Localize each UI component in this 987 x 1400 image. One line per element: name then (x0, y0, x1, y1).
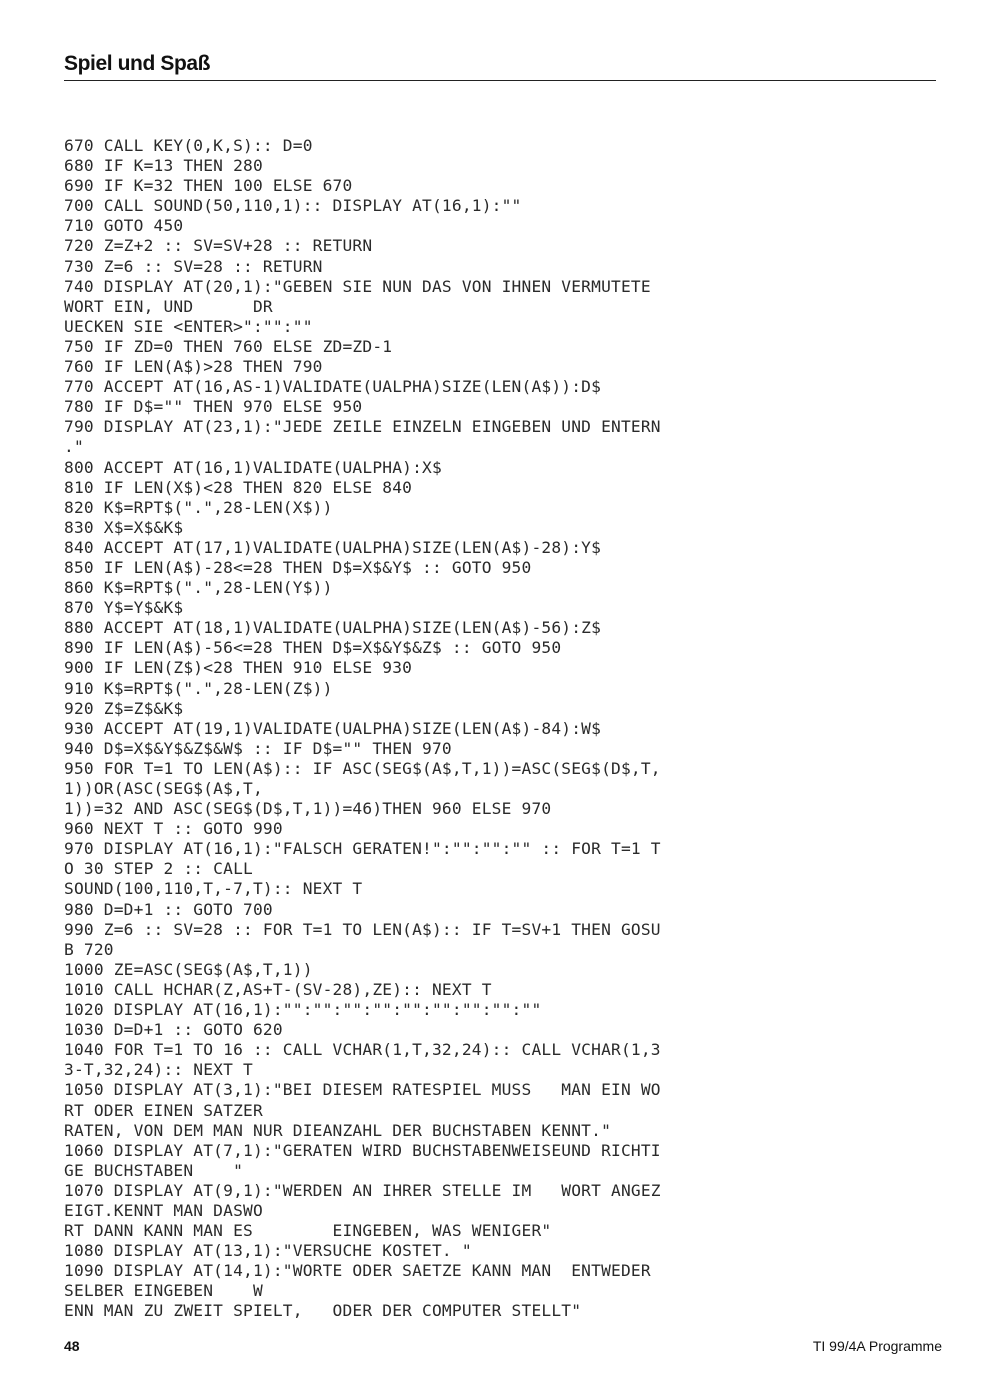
code-line: 920 Z$=Z$&K$ (64, 698, 184, 718)
code-line: 860 K$=RPT$(".",28-LEN(Y$)) (64, 578, 333, 598)
code-line: 1010 CALL HCHAR(Z,AS+T-(SV-28),ZE):: NEXT T (64, 979, 492, 999)
code-line: RATEN, VON DEM MAN NUR DIEANZAHL DER BUCHSTABEN KENNT." (64, 1120, 612, 1140)
code-line: 980 D=D+1 :: GOTO 700 (64, 899, 273, 919)
code-line: 970 DISPLAY AT(16,1):"FALSCH GERATEN!":"":"":"" :: FOR T=1 T (64, 839, 661, 859)
code-line: B 720 (64, 939, 114, 959)
code-line: 680 IF K=13 THEN 280 (64, 156, 263, 176)
code-line: WORT EIN, UND DR (64, 296, 273, 316)
code-line: 790 DISPLAY AT(23,1):"JEDE ZEILE EINZELN EINGEBEN UND ENTERN (64, 417, 661, 437)
code-line: 840 ACCEPT AT(17,1)VALIDATE(UALPHA)SIZE(LEN(A$)-28):Y$ (64, 537, 602, 557)
code-line: 1070 DISPLAY AT(9,1):"WERDEN AN IHRER STELLE IM WORT ANGEZ (64, 1180, 661, 1200)
code-line: 740 DISPLAY AT(20,1):"GEBEN SIE NUN DAS VON IHNEN VERMUTETE (64, 276, 651, 296)
code-line: 910 K$=RPT$(".",28-LEN(Z$)) (64, 678, 333, 698)
code-line: 1020 DISPLAY AT(16,1):"":"":"":"":"":"":"":"":"" (64, 1000, 542, 1020)
code-line: 820 K$=RPT$(".",28-LEN(X$)) (64, 497, 333, 517)
code-line: 1030 D=D+1 :: GOTO 620 (64, 1020, 283, 1040)
code-line: UECKEN SIE <ENTER>":"":"" (64, 316, 313, 336)
book-title: TI 99/4A Programme (812, 1338, 942, 1354)
code-line: 960 NEXT T :: GOTO 990 (64, 819, 283, 839)
code-line: 730 Z=6 :: SV=28 :: RETURN (64, 256, 323, 276)
code-line: RT DANN KANN MAN ES EINGEBEN, WAS WENIGER" (64, 1221, 552, 1241)
code-line: ENN MAN ZU ZWEIT SPIELT, ODER DER COMPUTER STELLT" (64, 1301, 582, 1321)
code-line: 720 Z=Z+2 :: SV=SV+28 :: RETURN (64, 236, 373, 256)
code-line: 1040 FOR T=1 TO 16 :: CALL VCHAR(1,T,32,24):: CALL VCHAR(1,3 (64, 1040, 661, 1060)
code-line: 1000 ZE=ASC(SEG$(A$,T,1)) (64, 959, 313, 979)
code-line: 950 FOR T=1 TO LEN(A$):: IF ASC(SEG$(A$,T,1))=ASC(SEG$(D$,T, (64, 758, 661, 778)
code-line: 1))OR(ASC(SEG$(A$,T, (64, 779, 263, 798)
code-line: 930 ACCEPT AT(19,1)VALIDATE(UALPHA)SIZE(LEN(A$)-84):W$ (64, 718, 602, 738)
code-line: 700 CALL SOUND(50,110,1):: DISPLAY AT(16,1):"" (64, 196, 522, 216)
code-line: 900 IF LEN(Z$)<28 THEN 910 ELSE 930 (64, 658, 413, 678)
code-line: 990 Z=6 :: SV=28 :: FOR T=1 TO LEN(A$):: IF T=SV+1 THEN GOSU (64, 919, 661, 939)
code-listing (64, 136, 944, 1322)
code-line: 940 D$=X$&Y$&Z$&W$ :: IF D$="" THEN 970 (64, 738, 452, 758)
code-line: GE BUCHSTABEN " (64, 1160, 244, 1180)
code-line: 3-T,32,24):: NEXT T (64, 1060, 253, 1080)
code-line: 670 CALL KEY(0,K,S):: D=0 (64, 136, 313, 155)
page-number: 48 (64, 1338, 80, 1354)
code-line: RT ODER EINEN SATZER (64, 1100, 263, 1120)
code-line: 780 IF D$="" THEN 970 ELSE 950 (64, 397, 363, 417)
code-line: 750 IF ZD=0 THEN 760 ELSE ZD=ZD-1 (64, 336, 393, 356)
code-line: ." (64, 437, 84, 457)
code-line: 870 Y$=Y$&K$ (64, 598, 184, 618)
code-line: 690 IF K=32 THEN 100 ELSE 670 (64, 176, 353, 196)
code-line: 760 IF LEN(A$)>28 THEN 790 (64, 357, 323, 377)
code-line: 710 GOTO 450 (64, 216, 184, 236)
code-line: 850 IF LEN(A$)-28<=28 THEN D$=X$&Y$ :: GOTO 950 (64, 557, 532, 577)
code-line: 880 ACCEPT AT(18,1)VALIDATE(UALPHA)SIZE(LEN(A$)-56):Z$ (64, 618, 602, 638)
code-line: SELBER EINGEBEN W (64, 1281, 263, 1301)
code-line: 830 X$=X$&K$ (64, 517, 184, 537)
code-line: 890 IF LEN(A$)-56<=28 THEN D$=X$&Y$&Z$ :: GOTO 950 (64, 638, 562, 658)
code-line: 800 ACCEPT AT(16,1)VALIDATE(UALPHA):X$ (64, 457, 442, 477)
header-divider (64, 80, 936, 81)
code-line: EIGT.KENNT MAN DASWO (64, 1200, 263, 1220)
code-line: SOUND(100,110,T,-7,T):: NEXT T (64, 879, 363, 899)
section-title: Spiel und Spaß (64, 52, 211, 75)
code-line: 770 ACCEPT AT(16,AS-1)VALIDATE(UALPHA)SIZE(LEN(A$)):D$ (64, 377, 602, 397)
code-line: 1060 DISPLAY AT(7,1):"GERATEN WIRD BUCHSTABENWEISEUND RICHTI (64, 1140, 661, 1160)
code-line: O 30 STEP 2 :: CALL (64, 859, 253, 879)
code-line: 1080 DISPLAY AT(13,1):"VERSUCHE KOSTET. " (64, 1241, 472, 1261)
code-line: 810 IF LEN(X$)<28 THEN 820 ELSE 840 (64, 477, 413, 497)
code-line: 1))=32 AND ASC(SEG$(D$,T,1))=46)THEN 960 ELSE 970 (64, 799, 552, 819)
code-line: 1090 DISPLAY AT(14,1):"WORTE ODER SAETZE KANN MAN ENTWEDER (64, 1261, 651, 1281)
code-line: 1050 DISPLAY AT(3,1):"BEI DIESEM RATESPIEL MUSS MAN EIN WO (64, 1080, 661, 1100)
